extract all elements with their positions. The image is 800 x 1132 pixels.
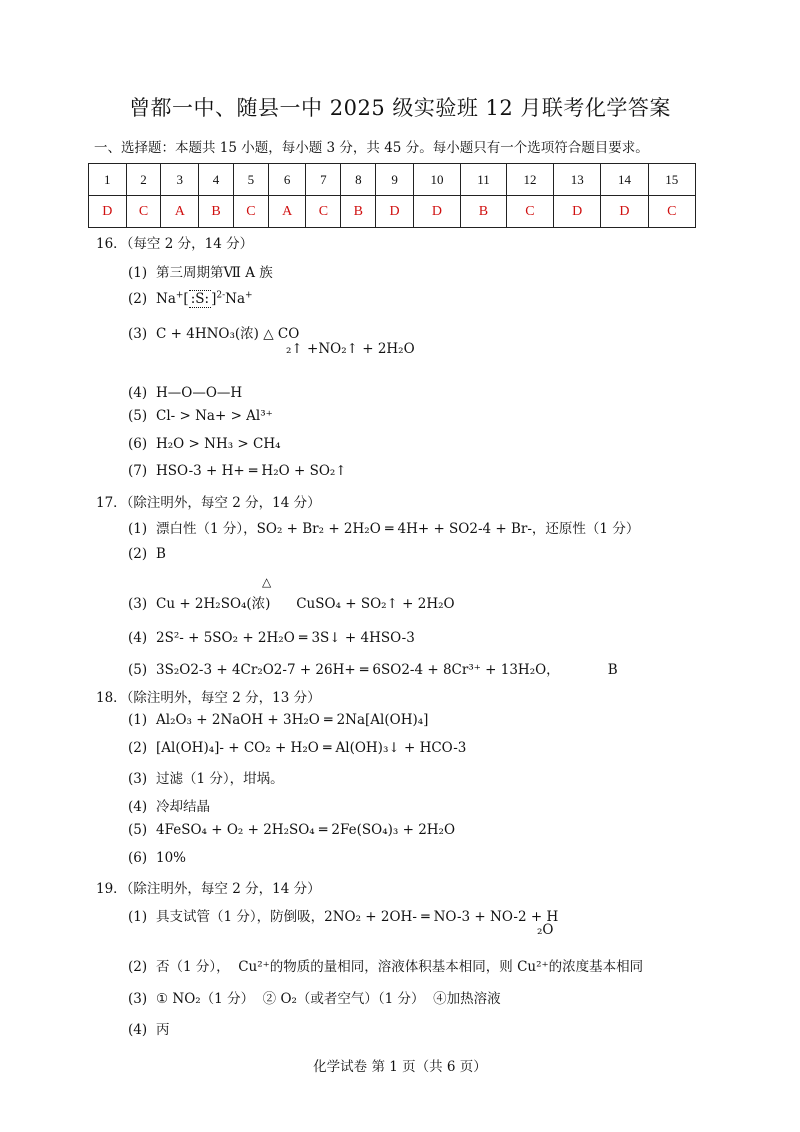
q17-answer-5: 3S₂O2-3 + 4Cr₂O2-7 + 26H+ ═ 6SO2-4 + 8Cr³⁺ + 13H₂O， — [156, 662, 560, 678]
item-number: (1) — [128, 521, 148, 537]
q18-item-1 — [128, 712, 428, 728]
answer-cell: D — [601, 196, 648, 228]
answer-table — [88, 163, 696, 228]
q17-item-3 — [128, 592, 455, 612]
q16-item-2 — [128, 290, 253, 307]
item-number: (3) — [128, 771, 148, 787]
table-cell: 15 — [648, 164, 695, 196]
item-number: (1) — [128, 909, 148, 925]
answer-cell: C — [506, 196, 553, 228]
q18-heading: 18．（除注明外，每空 2 分，13 分） — [96, 690, 321, 706]
answer-cell: C — [306, 196, 341, 228]
item-number: (5) — [128, 662, 148, 678]
q19-answer-1b: ₂O — [537, 922, 554, 938]
item-number: (3) — [128, 596, 148, 612]
item-number: (1) — [128, 712, 148, 728]
item-number: (4) — [128, 1022, 148, 1038]
table-cell: 1 — [89, 164, 127, 196]
q18-item-5 — [128, 822, 455, 838]
answer-cell: D — [413, 196, 460, 228]
item-number: (6) — [128, 436, 148, 452]
heat-symbol: △ — [262, 575, 272, 589]
item-number: (4) — [128, 630, 148, 646]
answer-cell: D — [376, 196, 414, 228]
q16-item-7 — [128, 463, 347, 479]
q17-answer-5-choice: B — [607, 662, 618, 678]
table-cell: 12 — [506, 164, 553, 196]
q19-answer-3: ① NO₂（1 分） ② O₂（或者空气）（1 分） ④加热溶液 — [156, 991, 501, 1007]
table-cell: 14 — [601, 164, 648, 196]
q17-item-4 — [128, 630, 415, 646]
q19-item-3 — [128, 987, 501, 1007]
q16-answer-1: 第三周期第Ⅶ A 族 — [156, 265, 273, 281]
item-number: (2) — [128, 740, 148, 756]
q17-item-2 — [128, 546, 166, 562]
q18-item-6 — [128, 850, 186, 866]
table-cell: 5 — [233, 164, 268, 196]
q16-item-6 — [128, 436, 281, 452]
q17-answer-2: B — [156, 546, 166, 562]
item-number: (6) — [128, 850, 148, 866]
table-cell: 9 — [376, 164, 414, 196]
q16-answer-4: H—O—O—H — [156, 385, 243, 401]
q19-item-1 — [128, 905, 558, 925]
q19-answer-4: 丙 — [156, 1022, 170, 1038]
q17-item-5 — [128, 658, 618, 678]
q16-item-5 — [128, 408, 273, 424]
answer-cell: A — [161, 196, 199, 228]
table-cell: 4 — [199, 164, 234, 196]
table-cell: 8 — [341, 164, 376, 196]
q19-item-4 — [128, 1018, 170, 1038]
table-cell: 3 — [161, 164, 199, 196]
answer-cell: A — [268, 196, 306, 228]
table-cell: 6 — [268, 164, 306, 196]
item-number: (3) — [128, 326, 148, 342]
q16-answer-6: H₂O > NH₃ > CH₄ — [156, 436, 281, 452]
q17-answer-3: Cu + 2H₂SO₄(浓) CuSO₄ + SO₂↑ + 2H₂O — [156, 596, 455, 612]
section-heading: 一、选择题：本题共 15 小题，每小题 3 分，共 45 分。每小题只有一个选项符合题目要求。 — [94, 140, 649, 156]
item-number: (7) — [128, 463, 148, 479]
q19-answer-2: 否（1 分）， Cu²⁺的物质的量相同，溶液体积基本相同，则 Cu²⁺的浓度基本相同 — [156, 959, 644, 975]
item-number: (1) — [128, 265, 148, 281]
answer-cell: B — [461, 196, 507, 228]
q18-item-2 — [128, 740, 466, 756]
answer-cell: B — [341, 196, 376, 228]
item-number: (2) — [128, 959, 148, 975]
q16-answer-5: Cl- > Na+ > Al³⁺ — [156, 408, 273, 424]
q18-answer-2: [Al(OH)₄]- + CO₂ + H₂O ═ Al(OH)₃↓ + HCO-3 — [156, 740, 467, 756]
table-cell: 13 — [554, 164, 601, 196]
electron-formula: Na+[ :S: ]$^{2-}$Na+ — [156, 290, 253, 307]
item-number: (5) — [128, 408, 148, 424]
page-title: 曾都一中、随县一中 2025 级实验班 12 月联考化学答案 — [129, 96, 671, 120]
item-number: (2) — [128, 290, 148, 307]
item-number: (4) — [128, 385, 148, 401]
table-row-numbers — [89, 164, 696, 196]
page-footer: 化学试卷 第 1 页（共 6 页） — [313, 1059, 487, 1075]
q16-answer-3a: C + 4HNO₃(浓) △ CO — [156, 326, 300, 342]
table-row-answers — [89, 196, 696, 228]
answer-cell: C — [648, 196, 695, 228]
q19-answer-1: 具支试管（1 分），防倒吸，2NO₂ + 2OH- ═ NO-3 + NO-2 + H — [156, 909, 559, 925]
q17-heading: 17．（除注明外，每空 2 分，14 分） — [96, 495, 321, 511]
q18-answer-4: 冷却结晶 — [156, 799, 210, 815]
q17-item-1 — [128, 517, 639, 537]
table-cell: 11 — [461, 164, 507, 196]
answer-cell: C — [126, 196, 161, 228]
q18-answer-1: Al₂O₃ + 2NaOH + 3H₂O ═ 2Na[Al(OH)₄] — [156, 712, 429, 728]
table-cell: 2 — [126, 164, 161, 196]
q18-answer-6: 10% — [156, 850, 187, 866]
item-number: (3) — [128, 991, 148, 1007]
answer-cell: B — [199, 196, 234, 228]
table-cell: 10 — [413, 164, 460, 196]
q16-item-3 — [128, 322, 299, 342]
q18-item-3 — [128, 767, 284, 787]
q16-answer-3b: ₂↑ +NO₂↑ + 2H₂O — [286, 341, 415, 357]
item-number: (4) — [128, 799, 148, 815]
item-number: (2) — [128, 546, 148, 562]
q19-heading: 19．（除注明外，每空 2 分，14 分） — [96, 881, 321, 897]
item-number: (5) — [128, 822, 148, 838]
q16-answer-7: HSO-3 + H+ ═ H₂O + SO₂↑ — [156, 463, 347, 479]
answer-cell: C — [233, 196, 268, 228]
q17-answer-1: 漂白性（1 分），SO₂ + Br₂ + 2H₂O ═ 4H+ + SO2-4 + Br-，还原性（1 分） — [156, 521, 640, 537]
table-cell: 7 — [306, 164, 341, 196]
q18-answer-3: 过滤（1 分），坩埚。 — [156, 771, 284, 787]
q18-answer-5: 4FeSO₄ + O₂ + 2H₂SO₄ ═ 2Fe(SO₄)₃ + 2H₂O — [156, 822, 456, 838]
q16-item-4 — [128, 385, 242, 401]
q17-answer-4: 2S²- + 5SO₂ + 2H₂O ═ 3S↓ + 4HSO-3 — [156, 630, 415, 646]
q18-item-4 — [128, 795, 210, 815]
q19-item-2 — [128, 955, 643, 975]
q16-heading: 16．（每空 2 分，14 分） — [96, 236, 254, 252]
q16-item-1 — [128, 261, 273, 281]
answer-cell: D — [89, 196, 127, 228]
answer-cell: D — [554, 196, 601, 228]
